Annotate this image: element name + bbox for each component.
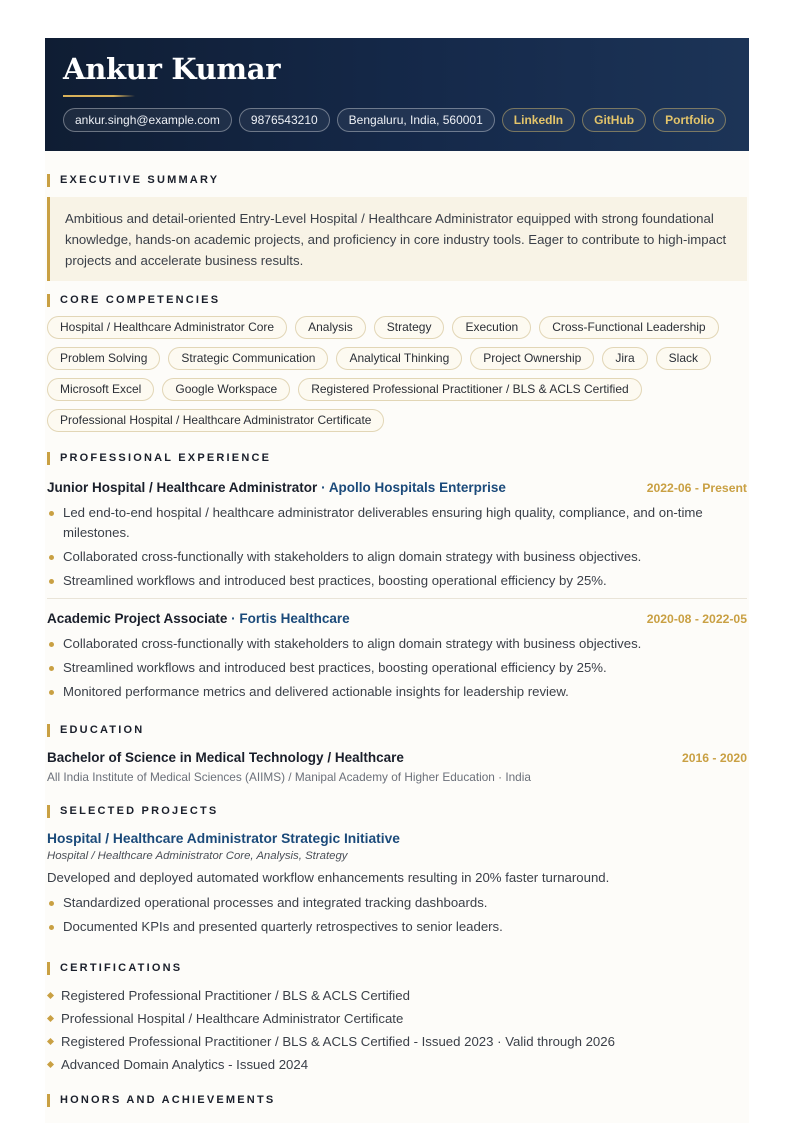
email-contact[interactable]: ankur.singh@example.com xyxy=(63,108,232,132)
job-bullet: Monitored performance metrics and delivered actionable insights for leadership review. xyxy=(47,682,747,702)
job-entry xyxy=(47,610,747,702)
job-bullet: Collaborated cross-functionally with stakeholders to align domain strategy with business objectives. xyxy=(47,547,747,567)
certification-list xyxy=(47,986,747,1074)
competency-chip: Slack xyxy=(656,347,711,370)
heading-accent-bar xyxy=(47,962,50,975)
heading-accent-bar xyxy=(47,724,50,737)
competencies-section xyxy=(47,293,747,432)
job-bullets xyxy=(47,634,747,702)
job-dates: 2020-08 - 2022-05 xyxy=(646,612,747,626)
certifications-section xyxy=(47,961,747,1078)
job-bullet: Streamlined workflows and introduced best practices, boosting operational efficiency by 25%. xyxy=(47,658,747,678)
job-separator: · xyxy=(317,480,329,495)
section-heading xyxy=(47,173,747,187)
education-header xyxy=(47,750,747,765)
section-heading xyxy=(47,451,747,465)
competency-chip: Hospital / Healthcare Administrator Core xyxy=(47,316,287,339)
certification-item: Professional Hospital / Healthcare Administrator Certificate xyxy=(47,1009,747,1028)
job-heading-line xyxy=(47,610,350,628)
summary-heading: EXECUTIVE SUMMARY xyxy=(60,174,220,186)
heading-accent-bar xyxy=(47,805,50,818)
competency-chip: Microsoft Excel xyxy=(47,378,154,401)
competency-chip: Jira xyxy=(602,347,647,370)
job-header xyxy=(47,610,747,628)
section-heading xyxy=(47,723,747,737)
education-heading: EDUCATION xyxy=(60,724,145,736)
job-dates: 2022-06 - Present xyxy=(646,481,747,495)
job-separator: · xyxy=(227,611,240,626)
education-section xyxy=(47,723,747,784)
contact-list xyxy=(63,108,726,132)
github-link[interactable]: GitHub xyxy=(582,108,646,132)
name-underline xyxy=(63,95,135,97)
job-header xyxy=(47,479,747,497)
competency-chip: Strategic Communication xyxy=(168,347,328,370)
honors-section xyxy=(47,1093,747,1107)
project-bullet: Documented KPIs and presented quarterly retrospectives to senior leaders. xyxy=(47,917,747,937)
competency-chip: Strategy xyxy=(374,316,445,339)
honors-heading: HONORS AND ACHIEVEMENTS xyxy=(60,1094,276,1106)
school-name: All India Institute of Medical Sciences (AIIMS) / Manipal Academy of Higher Education · India xyxy=(47,770,531,784)
heading-accent-bar xyxy=(47,294,50,307)
competency-chip: Analysis xyxy=(295,316,366,339)
experience-heading: PROFESSIONAL EXPERIENCE xyxy=(60,452,272,464)
certification-item: Advanced Domain Analytics - Issued 2024 xyxy=(47,1055,747,1074)
candidate-name: Ankur Kumar xyxy=(63,52,281,86)
project-tags: Hospital / Healthcare Administrator Core, Analysis, Strategy xyxy=(47,850,348,862)
section-heading xyxy=(47,961,747,975)
certification-item: Registered Professional Practitioner / BLS & ACLS Certified xyxy=(47,986,747,1005)
experience-section xyxy=(47,451,747,706)
job-role: Academic Project Associate xyxy=(47,611,228,626)
project-title: Hospital / Healthcare Administrator Strategic Initiative xyxy=(47,831,400,846)
projects-heading: SELECTED PROJECTS xyxy=(60,805,219,817)
competency-chip: Analytical Thinking xyxy=(336,347,462,370)
project-bullet: Standardized operational processes and integrated tracking dashboards. xyxy=(47,893,747,913)
job-role: Junior Hospital / Healthcare Administrator xyxy=(47,480,318,495)
competency-chip: Cross-Functional Leadership xyxy=(539,316,718,339)
competency-chip: Professional Hospital / Healthcare Administrator Certificate xyxy=(47,409,384,432)
competency-chip: Problem Solving xyxy=(47,347,160,370)
competency-chip: Execution xyxy=(452,316,531,339)
phone-contact[interactable]: 9876543210 xyxy=(239,108,330,132)
project-bullets xyxy=(47,893,747,937)
job-bullet: Led end-to-end hospital / healthcare administrator deliverables ensuring high quality, compliance, and on-time milestones. xyxy=(47,503,747,543)
job-entry xyxy=(47,479,747,591)
section-heading xyxy=(47,293,747,307)
certifications-heading: CERTIFICATIONS xyxy=(60,962,183,974)
heading-accent-bar xyxy=(47,452,50,465)
job-company: Apollo Hospitals Enterprise xyxy=(328,480,506,495)
competency-chip: Google Workspace xyxy=(162,378,290,401)
job-divider xyxy=(47,598,747,599)
location-contact: Bengaluru, India, 560001 xyxy=(337,108,495,132)
job-company: Fortis Healthcare xyxy=(239,611,350,626)
section-heading xyxy=(47,804,747,818)
competency-chips xyxy=(47,316,747,432)
competencies-heading: CORE COMPETENCIES xyxy=(60,294,221,306)
resume-header xyxy=(45,38,749,151)
portfolio-link[interactable]: Portfolio xyxy=(653,108,726,132)
competency-chip: Project Ownership xyxy=(470,347,594,370)
certification-item: Registered Professional Practitioner / BLS & ACLS Certified - Issued 2023 · Valid through 2026 xyxy=(47,1032,747,1051)
section-heading xyxy=(47,1093,747,1107)
project-description: Developed and deployed automated workflow enhancements resulting in 20% faster turnaround. xyxy=(47,870,610,885)
resume-page xyxy=(45,38,749,1123)
job-bullet: Collaborated cross-functionally with stakeholders to align domain strategy with business objectives. xyxy=(47,634,747,654)
job-bullets xyxy=(47,503,747,591)
education-dates: 2016 - 2020 xyxy=(681,751,747,765)
competency-chip: Registered Professional Practitioner / BLS & ACLS Certified xyxy=(298,378,641,401)
job-bullet: Streamlined workflows and introduced best practices, boosting operational efficiency by 25%. xyxy=(47,571,747,591)
degree-name: Bachelor of Science in Medical Technology / Healthcare xyxy=(47,750,404,765)
job-heading-line xyxy=(47,479,506,497)
projects-section xyxy=(47,804,747,941)
heading-accent-bar xyxy=(47,1094,50,1107)
linkedin-link[interactable]: LinkedIn xyxy=(502,108,575,132)
summary-text: Ambitious and detail-oriented Entry-Level Hospital / Healthcare Administrator equipped with strong foundational knowledge, hands-on academic projects, and proficiency in core industry tools. Eager to contribute to high-impact projects and accelerate business results. xyxy=(47,197,747,281)
summary-section xyxy=(47,173,747,281)
heading-accent-bar xyxy=(47,174,50,187)
